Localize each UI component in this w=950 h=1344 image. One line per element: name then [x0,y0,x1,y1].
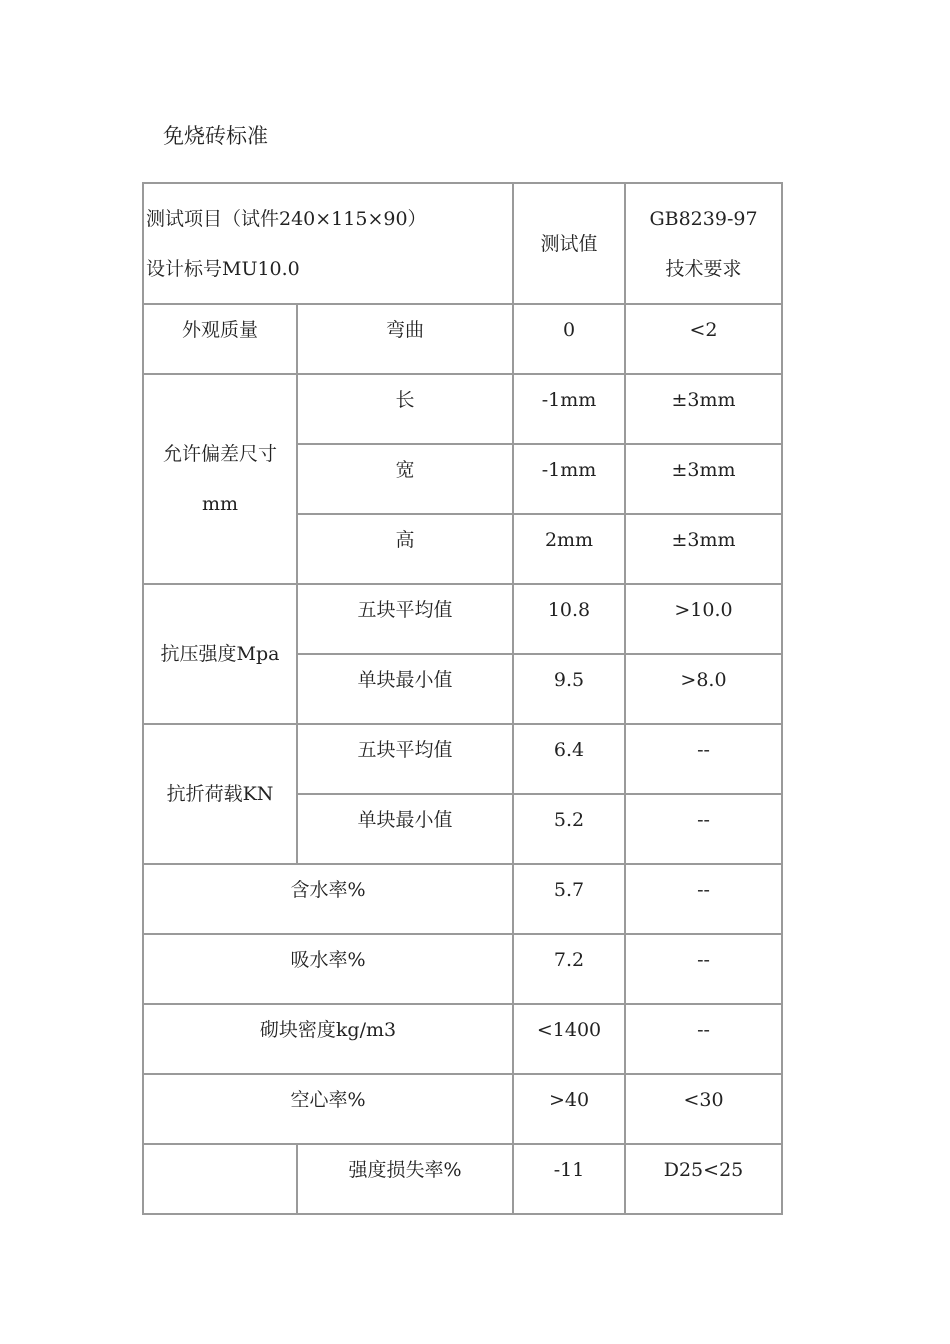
table-row [144,865,783,935]
item-width: 宽 [298,445,514,515]
table-row [144,375,783,445]
header-test-value: 测试值 [514,184,626,305]
header-standard-line1: GB8239-97 [649,207,758,230]
value-height: 2mm [514,515,626,585]
req-absorption: -- [626,935,783,1005]
header-item-line2: 设计标号MU10.0 [146,257,300,280]
table-row [144,585,783,655]
header-standard-cell [626,184,783,305]
table-row [144,725,783,795]
item-compressive-min: 单块最小值 [298,655,514,725]
req-strength-loss: D25<25 [626,1145,783,1215]
req-moisture: -- [626,865,783,935]
req-hollow: <30 [626,1075,783,1145]
item-moisture: 含水率% [144,865,514,935]
req-compressive-avg: >10.0 [626,585,783,655]
item-strength-loss: 强度损失率% [298,1145,514,1215]
item-density: 砌块密度kg/m3 [144,1005,514,1075]
group-dimension-line1: 允许偏差尺寸 [162,443,277,465]
req-length: ±3mm [626,375,783,445]
value-compressive-min: 9.5 [514,655,626,725]
req-bend: <2 [626,305,783,375]
item-hollow: 空心率% [144,1075,514,1145]
value-flexural-min: 5.2 [514,795,626,865]
item-length: 长 [298,375,514,445]
document-title: 免烧砖标准 [163,124,268,148]
group-dimension-line2: mm [201,493,239,515]
table-row [144,1005,783,1075]
value-hollow: >40 [514,1075,626,1145]
item-height: 高 [298,515,514,585]
table-row [144,1145,783,1215]
header-row [144,184,783,305]
req-width: ±3mm [626,445,783,515]
value-moisture: 5.7 [514,865,626,935]
group-appearance: 外观质量 [144,305,298,375]
value-absorption: 7.2 [514,935,626,1005]
table-row [144,305,783,375]
value-flexural-avg: 6.4 [514,725,626,795]
item-flexural-min: 单块最小值 [298,795,514,865]
req-height: ±3mm [626,515,783,585]
value-bend: 0 [514,305,626,375]
table-row [144,935,783,1005]
group-strength-loss [144,1145,298,1215]
item-bend: 弯曲 [298,305,514,375]
value-compressive-avg: 10.8 [514,585,626,655]
req-flexural-min: -- [626,795,783,865]
req-compressive-min: >8.0 [626,655,783,725]
header-item-cell [144,184,514,305]
item-absorption: 吸水率% [144,935,514,1005]
value-strength-loss: -11 [514,1145,626,1215]
group-compressive: 抗压强度Mpa [144,585,298,725]
header-item-line1: 测试项目（试件240×115×90） [146,207,427,230]
item-flexural-avg: 五块平均值 [298,725,514,795]
group-dimension [144,375,298,585]
req-density: -- [626,1005,783,1075]
table-row [144,1075,783,1145]
req-flexural-avg: -- [626,725,783,795]
value-length: -1mm [514,375,626,445]
header-standard-line2: 技术要求 [665,257,742,280]
spec-table [142,182,783,1215]
group-flexural: 抗折荷载KN [144,725,298,865]
value-density: <1400 [514,1005,626,1075]
item-compressive-avg: 五块平均值 [298,585,514,655]
value-width: -1mm [514,445,626,515]
